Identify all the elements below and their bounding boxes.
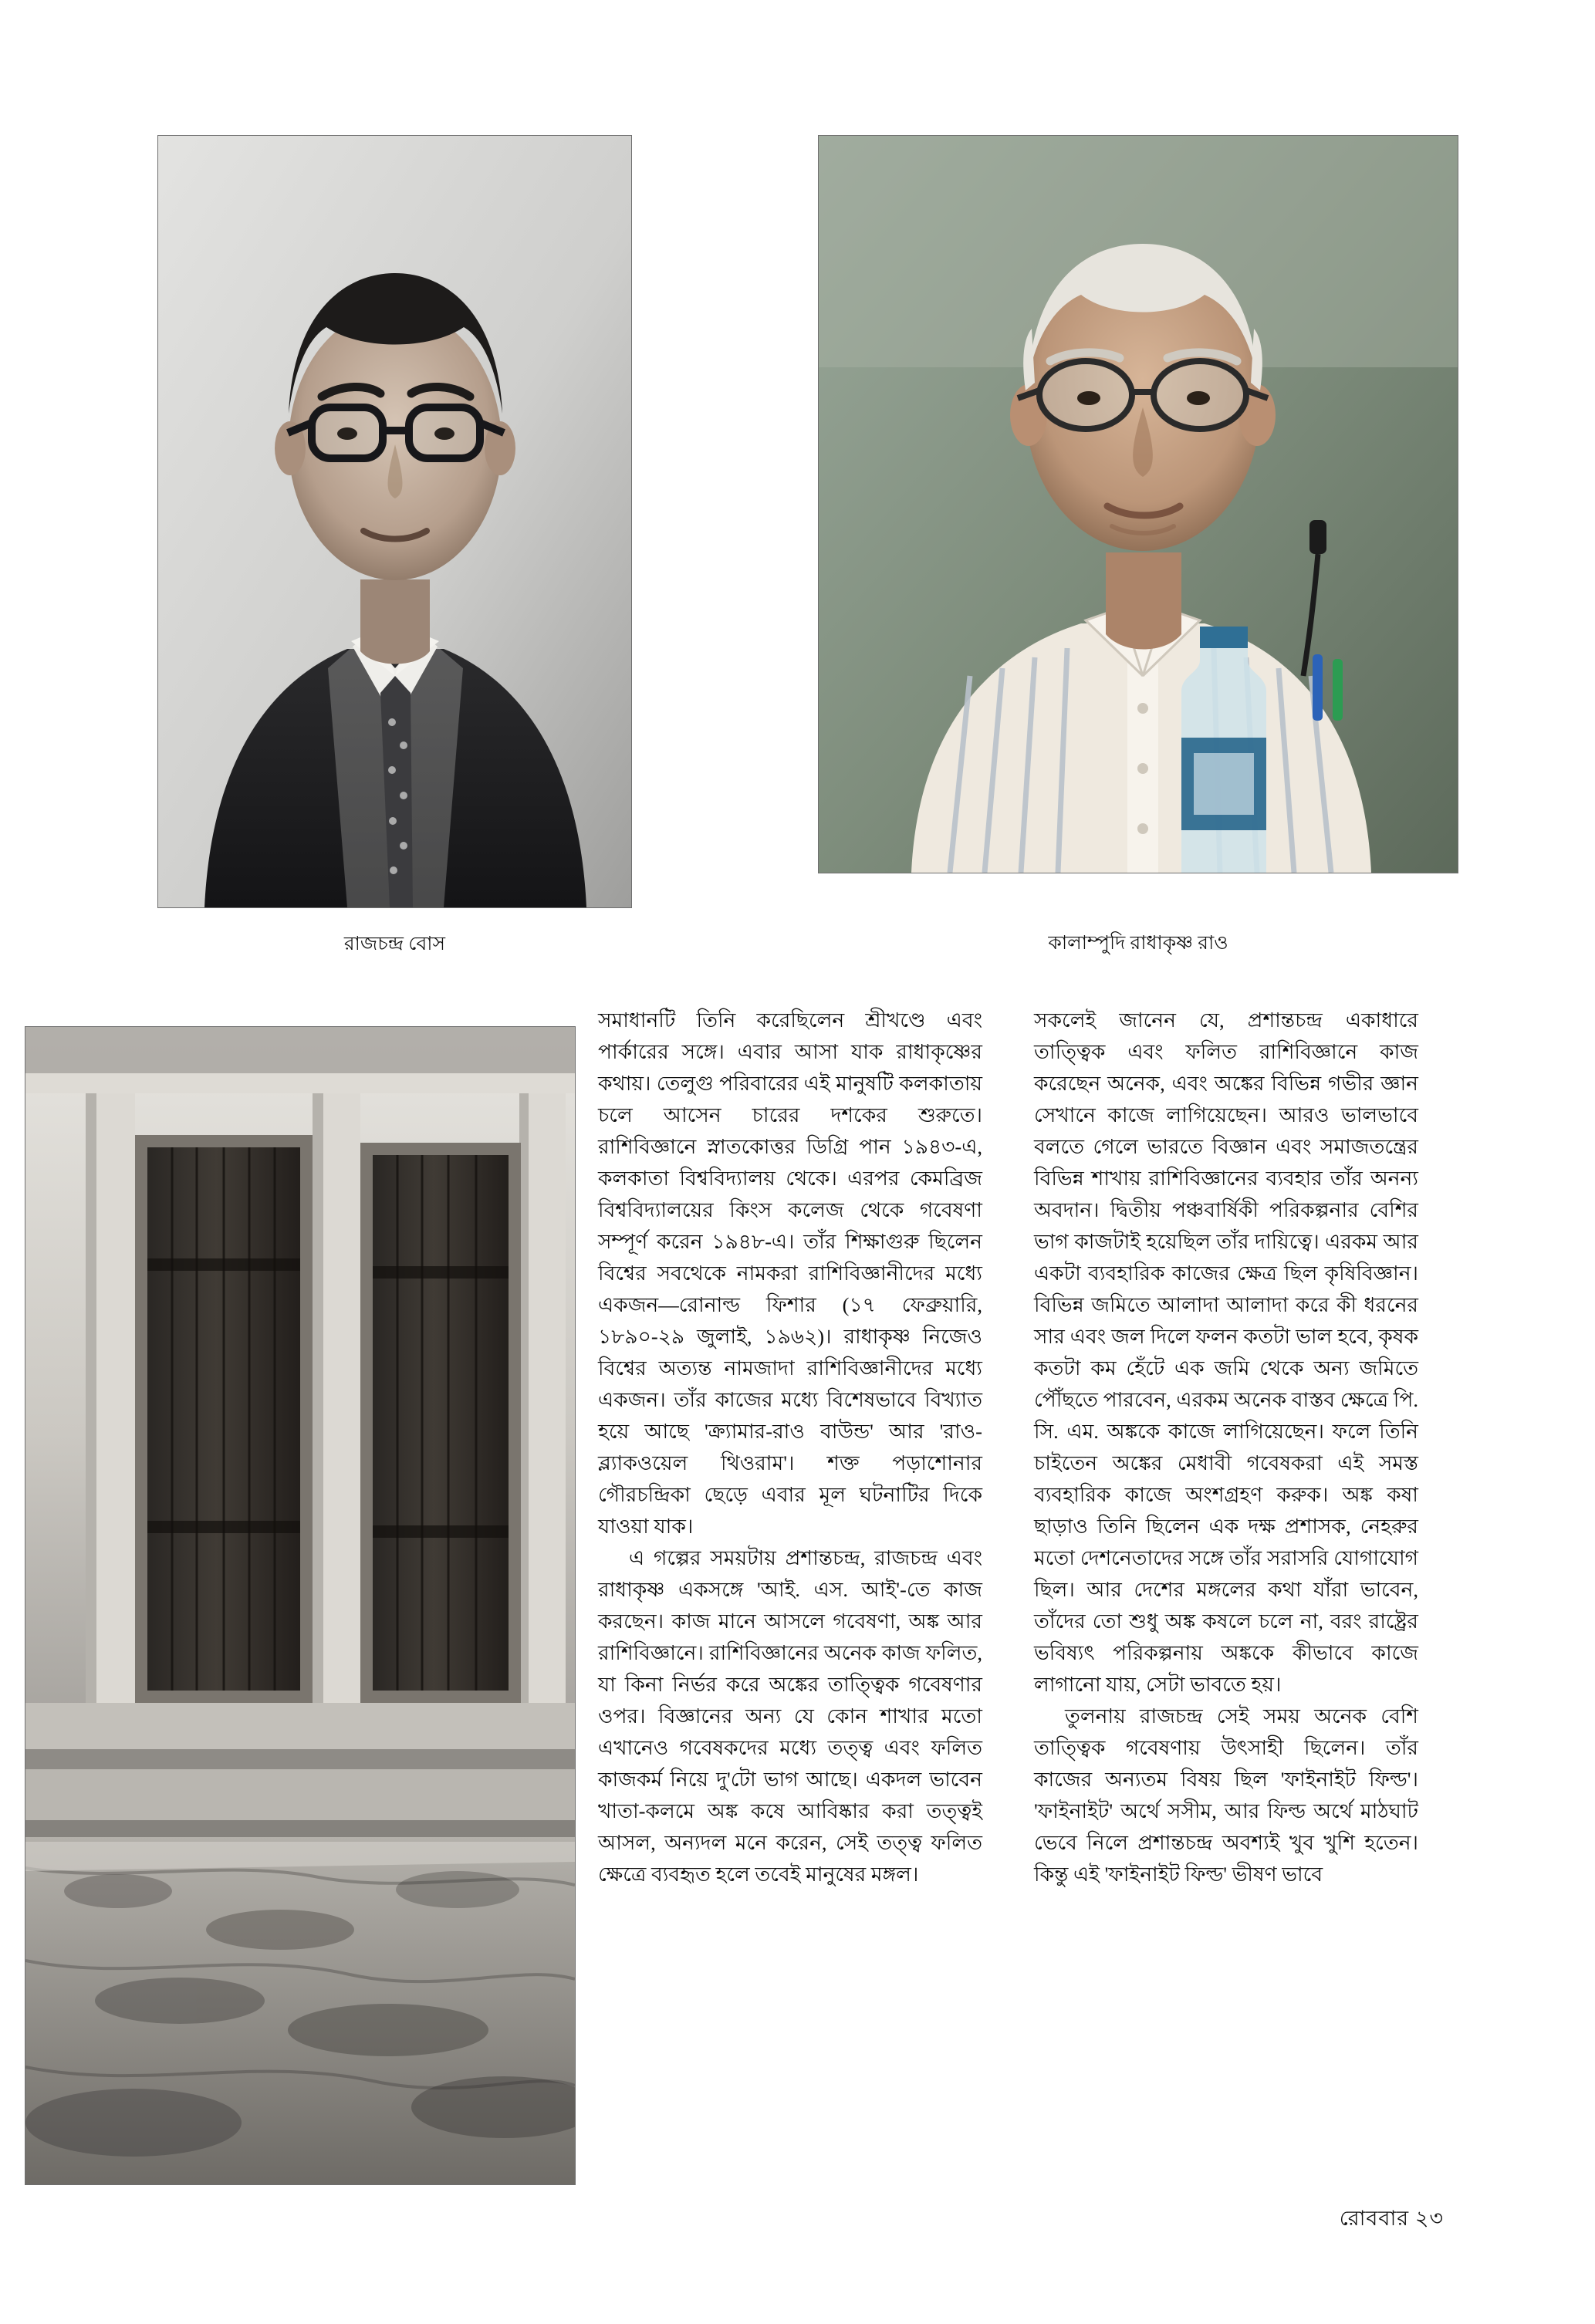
photo-old-house-doorway [25, 1026, 576, 2185]
portrait-kalampudi-radhakrishna-rao [818, 135, 1458, 873]
photo-row [154, 135, 1458, 961]
paragraph: তুলনায় রাজচন্দ্র সেই সময় অনেক বেশি তাত্ত্বিক গবেষণায় উৎসাহী ছিলেন। তাঁর কাজের অন্যতম বিষয় ছিল 'ফাইনাইট ফিল্ড'। 'ফাইনাইট' অর্থে সসীম, আর ফিল্ড অর্থে মাঠঘাট ভেবে নিলে প্রশান্তচন্দ্র অবশ্যই খুব খুশি হতেন। কিন্তু এই 'ফাইনাইট ফিল্ড' ভীষণ ভাবে [1034, 1704, 1418, 1886]
photo-caption-radhakrishna-rao: কালাম্পুদি রাধাকৃষ্ণ রাও [1048, 933, 1228, 954]
page-folio: রোববার ২৩ [1339, 2207, 1444, 2230]
portrait-raj-chandra-bose [157, 135, 632, 908]
paragraph: এ গল্পের সময়টায় প্রশান্তচন্দ্র, রাজচন্দ্র এবং রাধাকৃষ্ণ একসঙ্গে 'আই. এস. আই'-তে কাজ করছেন। কাজ মানে আসলে গবেষণা, অঙ্ক আর রাশিবিজ্ঞানে। রাশিবিজ্ঞানের অনেক কাজ ফলিত, যা কিনা নির্ভর করে অঙ্কের তাত্ত্বিক গবেষণার ওপর। বিজ্ঞানের অন্য যে কোন শাখার মতো এখানেও গবেষকদের মধ্যে তত্ত্ব এবং ফলিত কাজকর্ম নিয়ে দু'টো ভাগ আছে। একদল ভাবেন খাতা-কলমে অঙ্ক কষে আবিষ্কার করা তত্ত্বই আসল, অন্যদল মনে করেন, সেই তত্ত্ব ফলিত ক্ষেত্রে ব্যবহৃত হলে তবেই মানুষের মঙ্গল। [598, 1546, 982, 1886]
portrait-colour-illustration [819, 136, 1458, 873]
photo-caption-raj-chandra-bose: রাজচন্দ্র বোস [343, 934, 446, 954]
body-column-1 [598, 1005, 982, 1890]
portrait-bw-illustration [158, 136, 632, 907]
photo-block-radhakrishna-rao [818, 135, 1458, 961]
body-column-2 [1034, 1005, 1418, 1890]
old-house-bw-illustration [25, 1027, 575, 2184]
paragraph: সকলেই জানেন যে, প্রশান্তচন্দ্র একাধারে তাত্ত্বিক এবং ফলিত রাশিবিজ্ঞানে কাজ করেছেন অনেক, এবং অঙ্কের বিভিন্ন গভীর জ্ঞান সেখানে কাজে লাগিয়েছেন। আরও ভালভাবে বলতে গেলে ভারতে বিজ্ঞান এবং সমাজতন্ত্রের বিভিন্ন শাখায় রাশিবিজ্ঞানের ব্যবহার তাঁর অনন্য অবদান। দ্বিতীয় পঞ্চবার্ষিকী পরিকল্পনার বেশির ভাগ কাজটাই হয়েছিল তাঁর দায়িত্বে। এরকম আর একটা ব্যবহারিক কাজের ক্ষেত্র ছিল কৃষিবিজ্ঞান। বিভিন্ন জমিতে আলাদা আলাদা করে কী ধরনের সার এবং জল দিলে ফলন কতটা ভাল হবে, কৃষক কতটা কম হেঁটে এক জমি থেকে অন্য জমিতে পৌঁছতে পারবেন, এরকম অনেক বাস্তব ক্ষেত্রে পি. সি. এম. অঙ্ককে কাজে লাগিয়েছেন। ফলে তিনি চাইতেন অঙ্কের মেধাবী গবেষকরা এই সমস্ত ব্যবহারিক কাজে অংশগ্রহণ করুক। অঙ্ক কষা ছাড়াও তিনি ছিলেন এক দক্ষ প্রশাসক, নেহরুর মতো দেশনেতাদের সঙ্গে তাঁর সরাসরি যোগাযোগ ছিল। আর দেশের মঙ্গলের কথা যাঁরা ভাবেন, তাঁদের তো শুধু অঙ্ক কষলে চলে না, বরং রাষ্ট্রের ভবিষ্যৎ পরিকল্পনায় অঙ্ককে কীভাবে কাজে লাগানো যায়, সেটা ভাবতে হয়। [1034, 1008, 1418, 1696]
photo-block-raj-chandra-bose [157, 135, 632, 961]
paragraph: সমাধানটি তিনি করেছিলেন শ্রীখণ্ডে এবং পার্কারের সঙ্গে। এবার আসা যাক রাধাকৃষ্ণের কথায়। তেলুগু পরিবারের এই মানুষটি কলকাতায় চলে আসেন চারের দশকের শুরুতে। রাশিবিজ্ঞানে স্নাতকোত্তর ডিগ্রি পান ১৯৪৩-এ, কলকাতা বিশ্ববিদ্যালয় থেকে। এরপর কেমব্রিজ বিশ্ববিদ্যালয়ের কিংস কলেজ থেকে গবেষণা সম্পূর্ণ করেন ১৯৪৮-এ। তাঁর শিক্ষাগুরু ছিলেন বিশ্বের সবথেকে নামকরা রাশিবিজ্ঞানীদের মধ্যে একজন—রোনাল্ড ফিশার (১৭ ফেব্রুয়ারি, ১৮৯০-২৯ জুলাই, ১৯৬২)। রাধাকৃষ্ণ নিজেও বিশ্বের অত্যন্ত নামজাদা রাশিবিজ্ঞানীদের মধ্যে একজন। তাঁর কাজের মধ্যে বিশেষভাবে বিখ্যাত হয়ে আছে 'ক্র্যামার-রাও বাউন্ড' আর 'রাও-ব্ল্যাকওয়েল থিওরাম'। শক্ত পড়াশোনার গৌরচন্দ্রিকা ছেড়ে এবার মূল ঘটনাটির দিকে যাওয়া যাক। [598, 1008, 982, 1538]
